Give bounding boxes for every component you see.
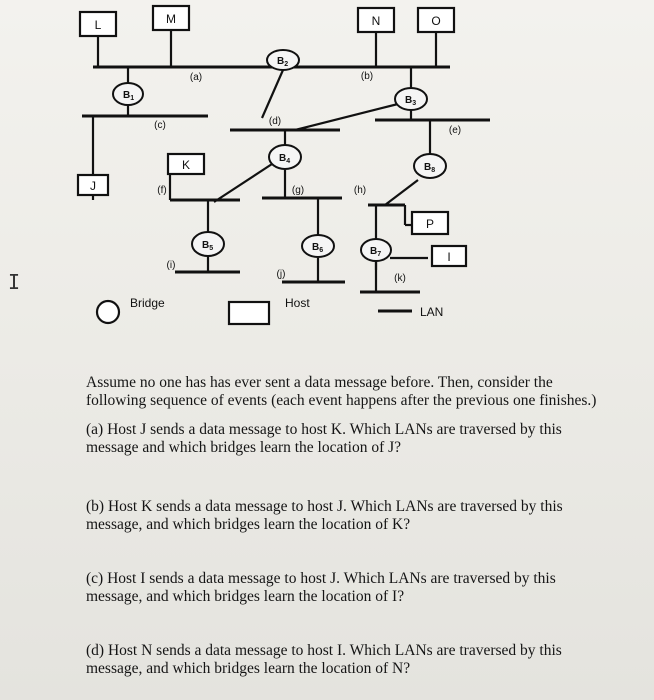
legend-bridge-symbol xyxy=(97,301,119,323)
legend-bridge-label: Bridge xyxy=(130,296,165,310)
lan-label-k: (k) xyxy=(394,273,406,284)
text-cursor-icon: I xyxy=(8,270,21,294)
lan-label-f: (f) xyxy=(157,185,167,196)
lan-label-c: (c) xyxy=(154,120,166,131)
host-label-j: J xyxy=(90,179,96,193)
lan-label-b: (b) xyxy=(360,71,374,82)
bridge-label-b4: $B_4$ xyxy=(279,153,291,165)
lan-label-a: (a) xyxy=(189,72,203,83)
question-b: (b) Host K sends a data message to host J. Which LANs are traversed by this message, and which bridges learn the location of K? xyxy=(86,498,563,533)
bridge-label-b8: $B_8$ xyxy=(424,162,436,174)
host-label-p: P xyxy=(425,217,435,231)
bridge-label-b3: $B_3$ xyxy=(405,95,417,107)
question-a: (a) Host J sends a data message to host K. Which LANs are traversed by this message and which bridges learn the location of J? xyxy=(86,421,562,456)
lan-label-g: (g) xyxy=(291,185,305,196)
legend-host-label: Host xyxy=(285,296,310,310)
host-label-k: K xyxy=(181,158,191,172)
bridge-label-b2: $B_2$ xyxy=(277,56,289,68)
bridge-label-b7: $B_7$ xyxy=(370,246,382,258)
bridge-label-b5: $B_5$ xyxy=(202,240,214,252)
host-label-i: I xyxy=(447,250,451,264)
bridge-label-b6: $B_6$ xyxy=(312,242,324,254)
lan-label-d: (d) xyxy=(268,116,282,127)
lan-label-e: (e) xyxy=(448,125,462,136)
host-label-o: O xyxy=(431,14,441,28)
question-c: (c) Host I sends a data message to host J. Which LANs are traversed by this message, and which bridges learn the location of I? xyxy=(86,570,556,605)
legend-host-symbol xyxy=(229,302,269,324)
bridge-label-b1: $B_1$ xyxy=(123,90,135,102)
question-d: (d) Host N sends a data message to host I. Which LANs are traversed by this message, and which bridges learn the location of N? xyxy=(86,642,562,677)
bridge-network-diagram xyxy=(0,0,654,340)
lan-label-i: (i) xyxy=(166,260,176,271)
legend-lan-label: LAN xyxy=(420,305,444,319)
host-label-l: L xyxy=(94,18,102,32)
lan-label-h: (h) xyxy=(353,185,367,196)
lan-label-j: (j) xyxy=(276,269,286,280)
host-label-m: M xyxy=(166,12,176,26)
host-label-n: N xyxy=(371,14,381,28)
question-intro: Assume no one has has ever sent a data message before. Then, consider the following sequence of events (each event happens after the previous one finishes.) xyxy=(86,374,597,409)
